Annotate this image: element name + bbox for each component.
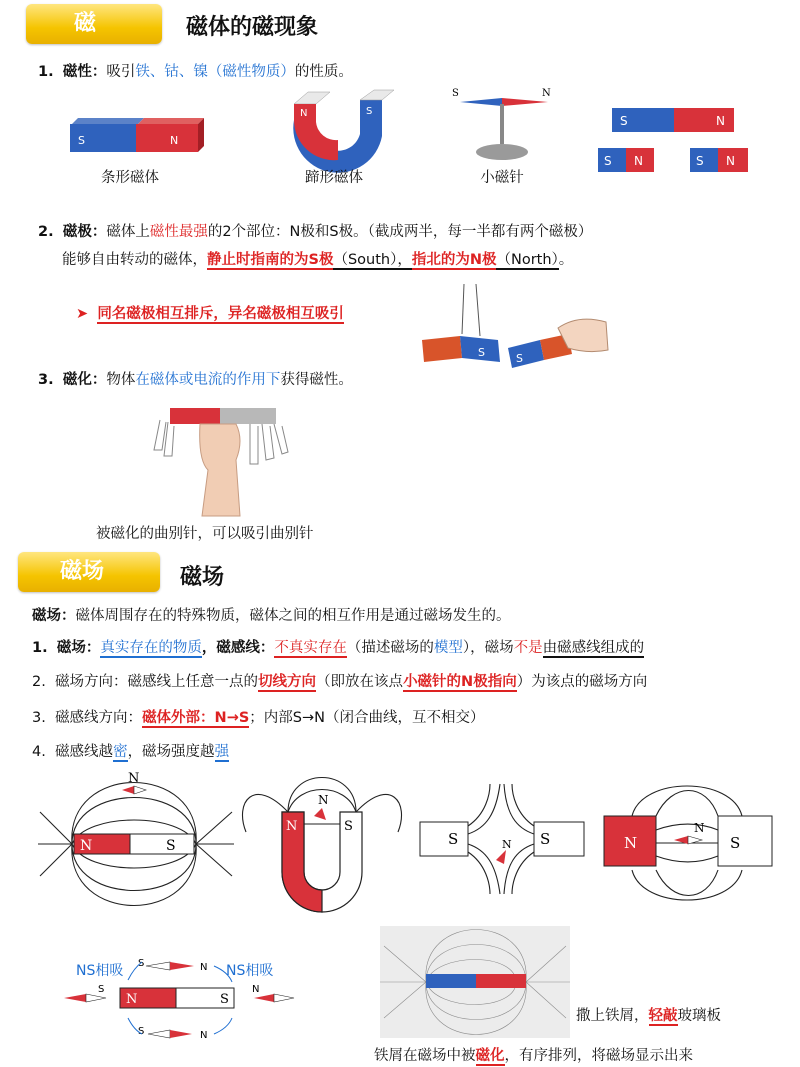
item-highlight: 指北的为N极 — [411, 252, 497, 268]
item-label: 磁化： — [62, 372, 107, 388]
item-text: ；内部S→N（闭合曲线，互不相交） — [249, 710, 485, 726]
item-magnetism — [38, 60, 353, 81]
section-badge-1: 磁 — [26, 4, 162, 44]
svg-text:N: N — [286, 819, 298, 834]
item-label: 磁极： — [62, 224, 107, 240]
svg-text:S: S — [696, 154, 704, 168]
item-text: （South）， — [333, 252, 412, 268]
svg-text:N: N — [634, 154, 643, 168]
unlike-poles-field-diagram — [602, 786, 774, 896]
item-number: 2. — [32, 674, 46, 690]
caption-bar-magnet: 条形磁体 — [101, 170, 159, 186]
item-number: 3. — [32, 710, 46, 726]
horseshoe-field-diagram — [244, 772, 400, 918]
item-text: （描述磁场的 — [346, 640, 434, 656]
caption-text: 玻璃板 — [677, 1008, 721, 1024]
svg-text:S: S — [604, 154, 612, 168]
item-text: 的性质。 — [294, 64, 353, 80]
svg-text:N: N — [80, 838, 93, 854]
item-text: 吸引 — [106, 64, 136, 80]
rule-text: 同名磁极相互排斥，异名磁极相互吸引 — [97, 306, 344, 322]
item-number: 4. — [32, 744, 46, 760]
item-text: 磁场方向：磁感线上任意一点的 — [55, 674, 259, 690]
svg-text:S: S — [344, 819, 353, 834]
arrow-bullet-icon: ➤ — [76, 306, 89, 322]
svg-text:N: N — [200, 1030, 208, 1041]
caption-compass-needle: 小磁针 — [480, 170, 524, 186]
magnet-label-s: S — [78, 134, 85, 147]
like-poles-field-diagram — [420, 784, 584, 894]
item-highlight: 铁、钴、镍（磁性物质） — [135, 64, 295, 80]
svg-text:S: S — [220, 992, 229, 1007]
svg-text:S: S — [138, 1026, 145, 1037]
item-highlight: 密 — [113, 744, 128, 760]
svg-text:N: N — [252, 984, 260, 995]
svg-text:S: S — [478, 346, 485, 359]
caption-highlight: 轻敲 — [648, 1008, 678, 1024]
ns-attract-label-left: NS相吸 — [76, 963, 124, 979]
item-poles-line2 — [62, 248, 573, 269]
item-text: 磁感线越 — [55, 744, 114, 760]
item-text: （North） — [496, 252, 559, 268]
svg-text:N: N — [126, 992, 138, 1007]
svg-text:N: N — [318, 793, 329, 807]
compass-needle-illustration — [450, 86, 560, 166]
section-title-2: 磁场 — [180, 565, 225, 590]
item-highlight: 不真实存在 — [274, 640, 347, 656]
svg-text:S: S — [448, 830, 459, 848]
field-point-3 — [32, 706, 485, 727]
svg-text:S: S — [516, 352, 523, 365]
svg-text:S: S — [98, 984, 105, 995]
item-text: 磁体上 — [106, 224, 150, 240]
item-highlight: 真实存在的物质 — [100, 640, 202, 656]
caption-text: ，有序排列，将磁场显示出来 — [504, 1048, 693, 1064]
item-text: 获得磁性。 — [280, 372, 353, 388]
caption-text: 铁屑在磁场中被 — [374, 1048, 476, 1064]
paperclip-magnet-illustration — [150, 400, 300, 516]
svg-text:N: N — [200, 962, 208, 973]
item-text: 。 — [558, 252, 574, 268]
item-text: 能够自由转动的磁体， — [62, 252, 207, 268]
item-highlight: 强 — [214, 744, 230, 760]
caption-highlight: 磁化 — [475, 1048, 505, 1064]
item-number: 2. — [38, 224, 54, 240]
svg-text:S: S — [540, 830, 551, 848]
bar-magnet-field-diagram — [36, 772, 236, 922]
svg-text:N: N — [726, 154, 735, 168]
svg-text:S: S — [166, 838, 176, 854]
item-highlight: 在磁体或电流的作用下 — [135, 372, 281, 388]
svg-text:S: S — [620, 114, 628, 128]
item-text: ）为该点的磁场方向 — [516, 674, 648, 690]
svg-text:N: N — [716, 114, 725, 128]
ns-attract-label-right: NS相吸 — [226, 963, 274, 979]
magnet-label-s: S — [366, 106, 373, 117]
magnetic-field-intro — [32, 604, 511, 625]
svg-text:S: S — [730, 834, 741, 852]
item-label: 磁场： — [56, 640, 101, 656]
item-highlight: 小磁针的N极指向 — [403, 674, 517, 690]
item-number: 3. — [38, 372, 54, 388]
caption-text: 撒上铁屑， — [576, 1008, 649, 1024]
compass-around-magnet-diagram — [64, 952, 304, 1046]
needle-label-s: S — [452, 88, 459, 99]
item-highlight: 不是 — [513, 640, 543, 656]
svg-text:S: S — [138, 958, 145, 969]
section-title-1: 磁体的磁现象 — [186, 15, 319, 40]
section-badge-2: 磁场 — [18, 552, 160, 592]
item-text: 的2个部位：N极和S极。（截成两半，每一半都有两个磁极） — [207, 224, 593, 240]
magnet-label-n: N — [300, 108, 308, 119]
svg-text:N: N — [502, 838, 512, 851]
iron-filings-caption-1 — [576, 1004, 721, 1025]
item-text: （即放在该点 — [316, 674, 404, 690]
item-text: ，磁场强度越 — [127, 744, 215, 760]
item-highlight: 磁体外部：N→S — [142, 710, 250, 726]
hanging-magnets-illustration — [418, 284, 618, 370]
split-magnets-illustration — [604, 108, 752, 172]
item-text: 物体 — [106, 372, 136, 388]
item-text: 由磁感线组成的 — [542, 640, 645, 656]
caption-horseshoe-magnet: 蹄形磁体 — [305, 170, 363, 186]
item-poles — [38, 220, 592, 241]
field-point-2 — [32, 670, 647, 691]
item-text: ），磁场 — [462, 640, 514, 656]
item-magnetization — [38, 368, 353, 389]
item-number: 1. — [38, 64, 54, 80]
svg-text:N: N — [128, 771, 140, 786]
item-highlight: 磁性最强 — [149, 224, 208, 240]
intro-label: 磁场： — [32, 608, 76, 624]
field-point-4 — [32, 740, 229, 761]
item-highlight: 静止时指南的为S极 — [207, 252, 334, 268]
intro-text: 磁体周围存在的特殊物质，磁体之间的相互作用是通过磁场发生的。 — [75, 608, 511, 624]
item-highlight: 模型 — [433, 640, 463, 656]
horseshoe-magnet-illustration — [286, 90, 396, 166]
item-text: 磁感线方向： — [55, 710, 143, 726]
svg-text:N: N — [694, 821, 705, 835]
field-point-1 — [32, 636, 644, 657]
item-label: 磁性： — [62, 64, 107, 80]
caption-paperclip: 被磁化的曲别针，可以吸引曲别针 — [96, 526, 314, 542]
item-text: ，磁感线： — [201, 640, 275, 656]
svg-text:N: N — [624, 834, 638, 852]
needle-label-n: N — [542, 88, 551, 99]
iron-filings-caption-2 — [374, 1044, 693, 1065]
magnet-label-n: N — [170, 134, 179, 147]
iron-filings-photo — [380, 926, 570, 1038]
item-highlight: 切线方向 — [258, 674, 317, 690]
pole-rule — [76, 302, 344, 323]
bar-magnet-illustration — [66, 118, 206, 158]
item-number: 1. — [32, 640, 48, 656]
